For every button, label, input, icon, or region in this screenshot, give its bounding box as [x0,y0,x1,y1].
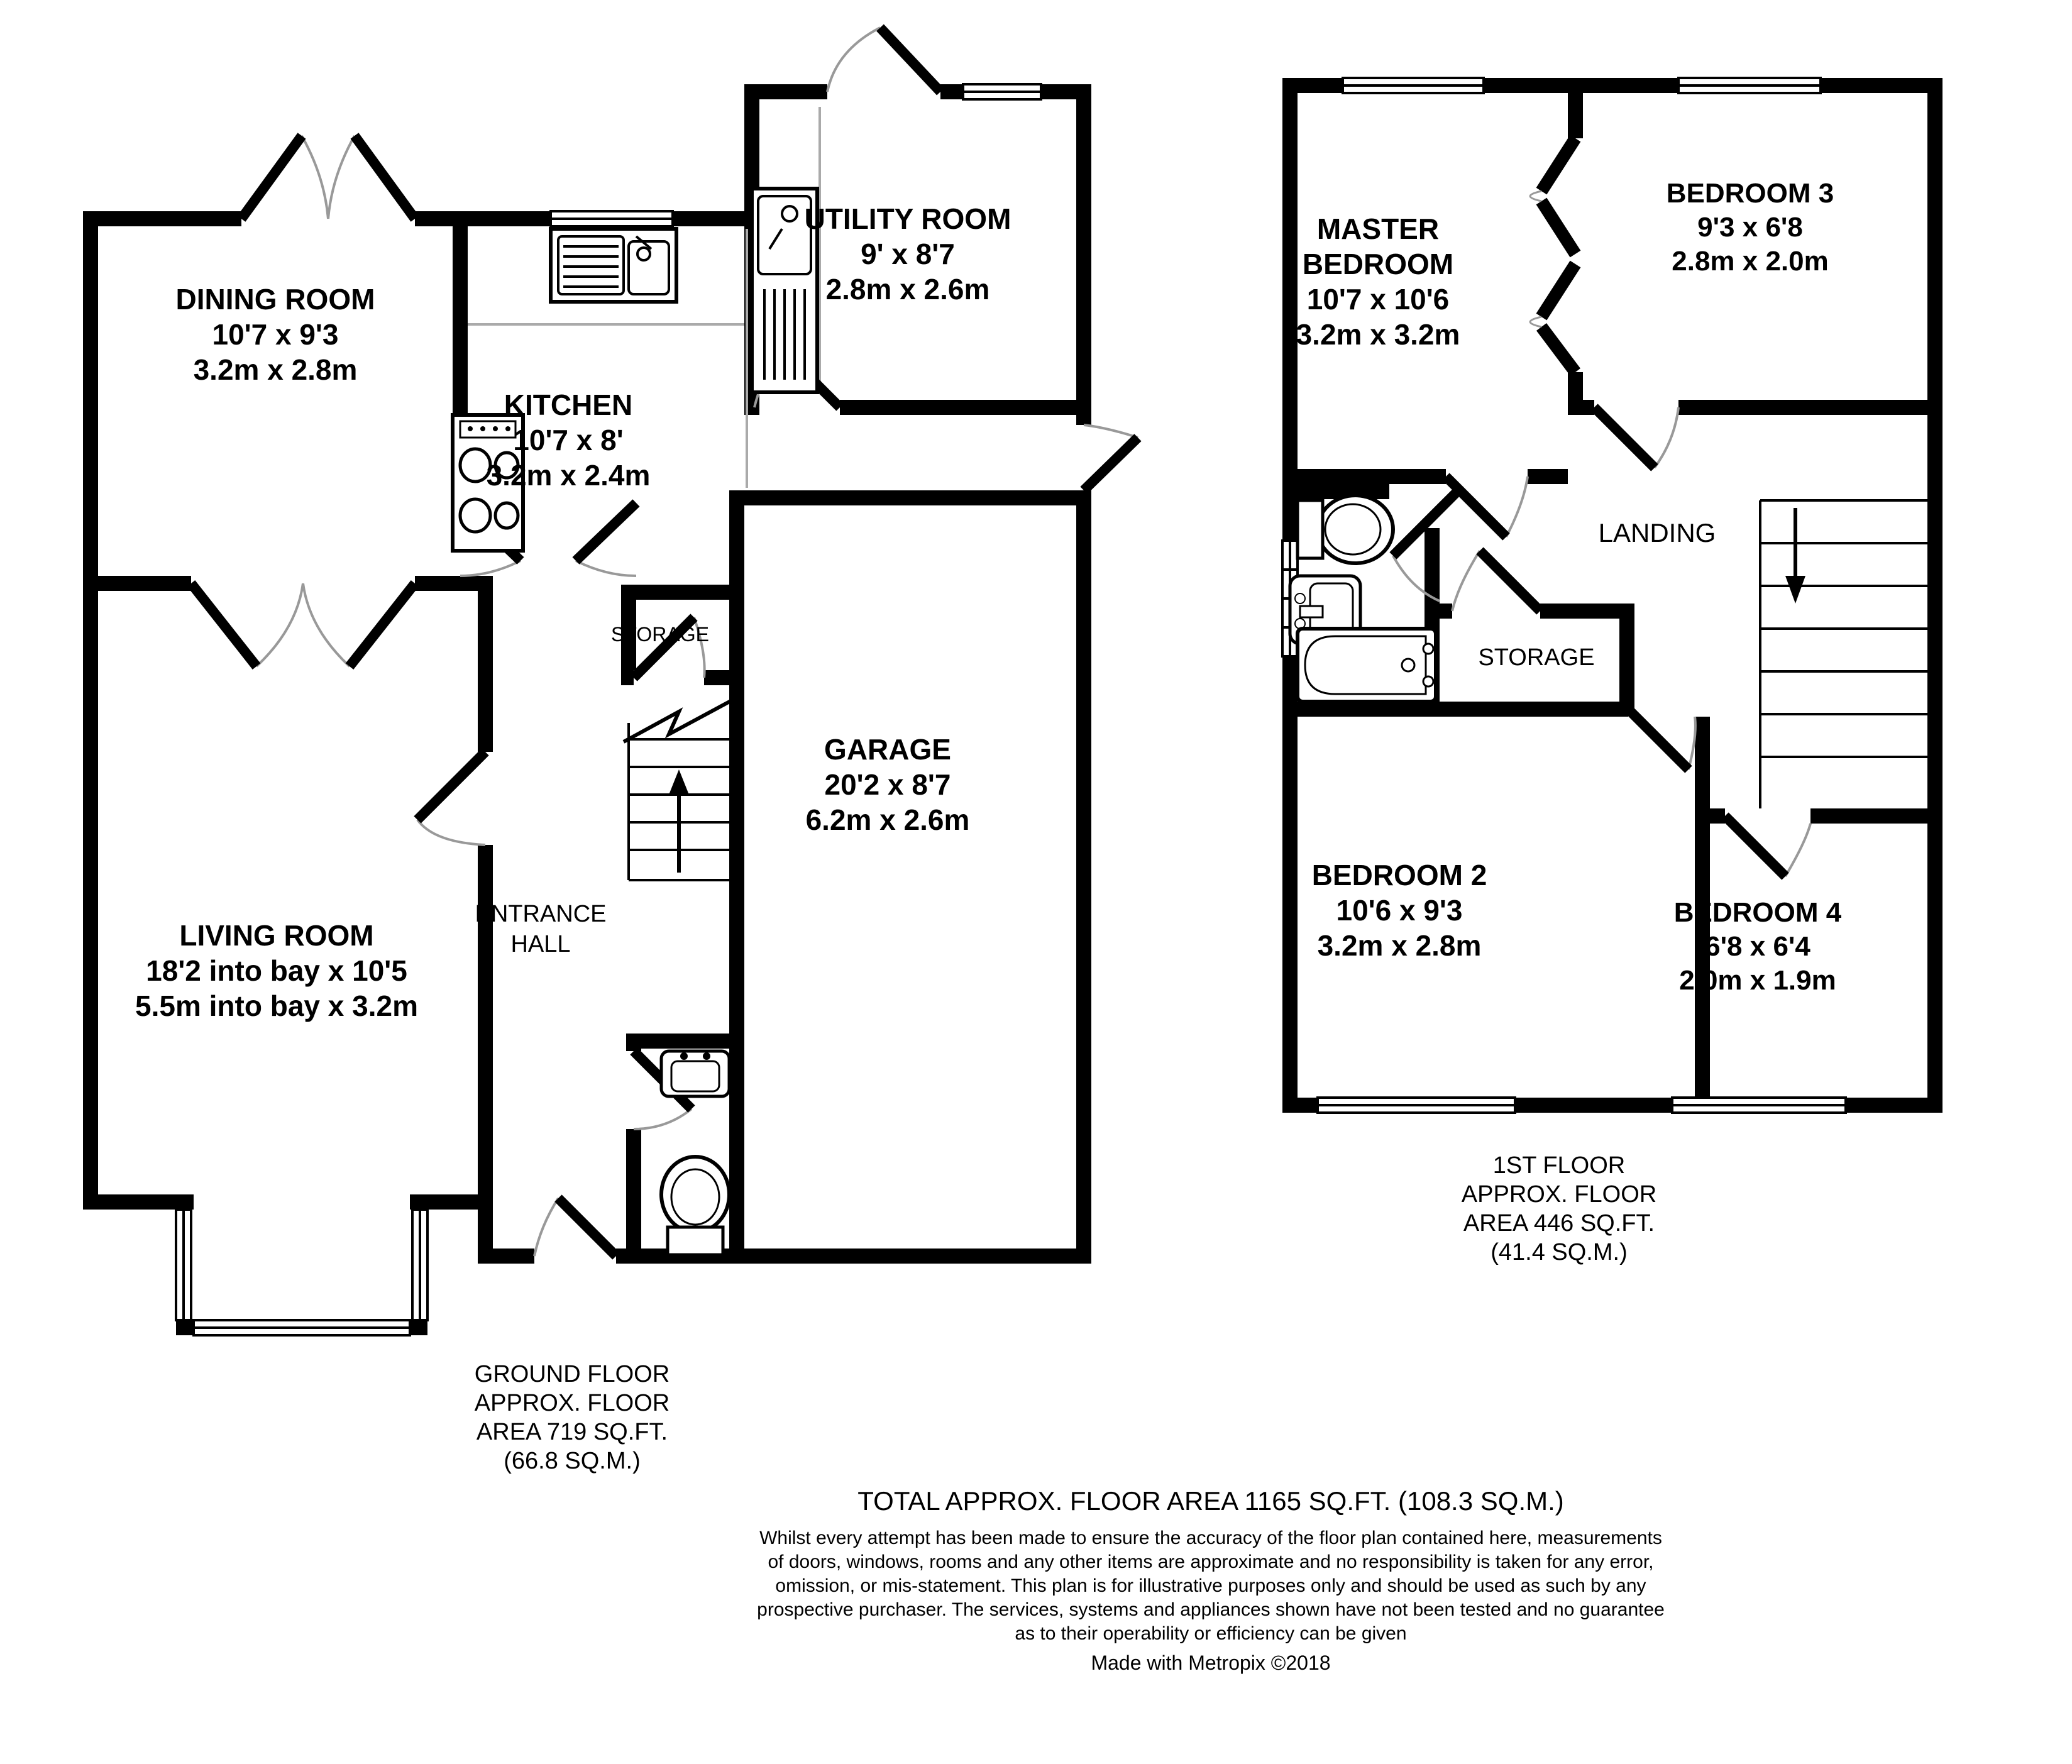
garage-imperial: 20'2 x 8'7 [824,768,951,801]
storage-ground-label [611,624,709,649]
stairs-down [1760,500,1927,808]
stairs-down-arrow [1785,576,1805,604]
bedroom2-name: BEDROOM 2 [1311,859,1487,891]
utility-metric: 2.8m x 2.6m [825,273,990,306]
kitchen-metric: 3.2m x 2.4m [486,459,651,492]
entrance-hall-line2: HALL [510,932,571,958]
storage-first-label [1478,644,1594,674]
master-name-line1: MASTER [1316,212,1440,245]
disclaimer-line4: prospective purchaser. The services, systems and appliances shown have not been tested and no guarantee [757,1599,1665,1621]
living-room-label [135,918,418,1023]
kitchen-window [551,211,673,226]
bathroom-toilet [1298,495,1393,563]
wc-toilet [661,1157,729,1255]
bedroom3-door [1594,407,1655,468]
disclaimer-line1: Whilst every attempt has been made to ensure the accuracy of the floor plan contained here, measurements [759,1528,1662,1549]
entrance-hall-line1: ENTRANCE [475,901,607,928]
entrance-hall-label [475,900,606,961]
kitchen-label [487,387,651,493]
garage-metric: 6.2m x 2.6m [805,803,970,836]
bedroom3-label [1667,176,1834,278]
first-area-line1: 1ST FLOOR [1492,1153,1626,1179]
wardrobe-zigzag-wall [1541,138,1575,372]
dining-living-door-left [191,583,256,666]
stairs-up-arrow [669,769,689,795]
kitchen-hall-door [576,503,636,561]
utility-exterior-door [880,28,940,92]
disclaimer-line5: as to their operability or efficiency can be given [1015,1623,1407,1645]
dining-patio-door-left [241,136,302,219]
ground-area-line4: (66.8 SQ.M.) [504,1448,641,1475]
dining-room-name: DINING ROOM [175,283,375,316]
dining-patio-door-right [355,136,415,219]
kitchen-imperial: 10'7 x 8' [513,424,624,456]
dining-room-label [176,282,375,387]
garage-side-door [1084,438,1138,490]
kitchen-sink [551,229,676,302]
kitchen-name: KITCHEN [504,389,633,421]
bedroom2-door [1628,709,1689,769]
living-room-metric: 5.5m into bay x 3.2m [135,989,418,1022]
metropix-credit [1091,1652,1330,1676]
bedroom2-window [1318,1098,1515,1113]
dining-living-door-right [350,583,415,666]
first-area-line4: (41.4 SQ.M.) [1491,1240,1628,1266]
bedroom4-name: BEDROOM 4 [1673,896,1842,928]
disclaimer [757,1526,1665,1646]
ground-area-line2: APPROX. FLOOR [474,1391,670,1417]
stairs-up [624,699,734,880]
master-name-line2: BEDROOM [1302,248,1454,280]
stairs-break-line [624,699,734,742]
first-door-arcs [1393,407,1810,876]
utility-name: UTILITY ROOM [804,202,1011,235]
bedroom3-window [1678,78,1821,93]
bedroom3-name: BEDROOM 3 [1666,177,1834,209]
dining-room-metric: 3.2m x 2.8m [193,353,358,386]
utility-window [963,84,1041,99]
ground-floor-area-note [475,1360,670,1476]
master-imperial: 10'7 x 10'6 [1306,283,1450,316]
utility-imperial: 9' x 8'7 [861,238,955,270]
bedroom3-metric: 2.8m x 2.0m [1672,245,1829,277]
first-floor-area-note [1462,1152,1656,1267]
master-metric: 3.2m x 3.2m [1296,318,1460,351]
bay-window [176,1210,427,1335]
bedroom4-door [1725,816,1785,876]
credit-text: Made with Metropix ©2018 [1091,1653,1331,1675]
bedroom2-imperial: 10'6 x 9'3 [1336,894,1463,927]
disclaimer-line3: omission, or mis-statement. This plan is for illustrative purposes only and should be used as such by any [775,1575,1646,1597]
garage-label [806,732,970,837]
bathroom-bath [1298,629,1436,702]
bedroom3-imperial: 9'3 x 6'8 [1697,211,1803,243]
master-window [1343,78,1484,93]
front-door [558,1198,616,1256]
dining-room-imperial: 10'7 x 9'3 [212,318,339,351]
living-room-door [417,752,485,820]
first-area-line3: AREA 446 SQ.FT. [1463,1211,1655,1237]
bedroom2-metric: 3.2m x 2.8m [1317,929,1482,962]
ground-area-line3: AREA 719 SQ.FT. [476,1419,668,1446]
storage-first-name: STORAGE [1478,645,1595,671]
utility-room-label [805,201,1011,307]
landing-name: LANDING [1598,519,1716,548]
wardrobe-door-arcs [1530,191,1541,327]
bedroom4-window [1672,1098,1846,1113]
storage-first-door [1480,551,1540,611]
living-room-imperial: 18'2 into bay x 10'5 [146,954,407,987]
wc-sink [661,1051,729,1096]
bedroom4-label [1674,895,1842,997]
master-bedroom-door [1446,477,1506,537]
master-bedroom-label [1296,211,1460,352]
garage-name: GARAGE [824,733,951,766]
first-door-leaves [1393,407,1785,876]
total-area-text: TOTAL APPROX. FLOOR AREA 1165 SQ.FT. (108.3 SQ.M.) [857,1487,1564,1516]
first-area-line2: APPROX. FLOOR [1461,1182,1657,1208]
living-room-name: LIVING ROOM [179,919,374,952]
landing-label [1599,518,1716,551]
disclaimer-line2: of doors, windows, rooms and any other items are approximate and no responsibility is taken for any error, [768,1552,1654,1573]
total-area-line [857,1486,1564,1519]
ground-area-line1: GROUND FLOOR [474,1362,670,1388]
bedroom4-imperial: 6'8 x 6'4 [1705,930,1810,962]
storage-ground-name: STORAGE [611,625,709,646]
bedroom4-metric: 2.0m x 1.9m [1679,964,1836,996]
bedroom2-label [1312,857,1487,963]
